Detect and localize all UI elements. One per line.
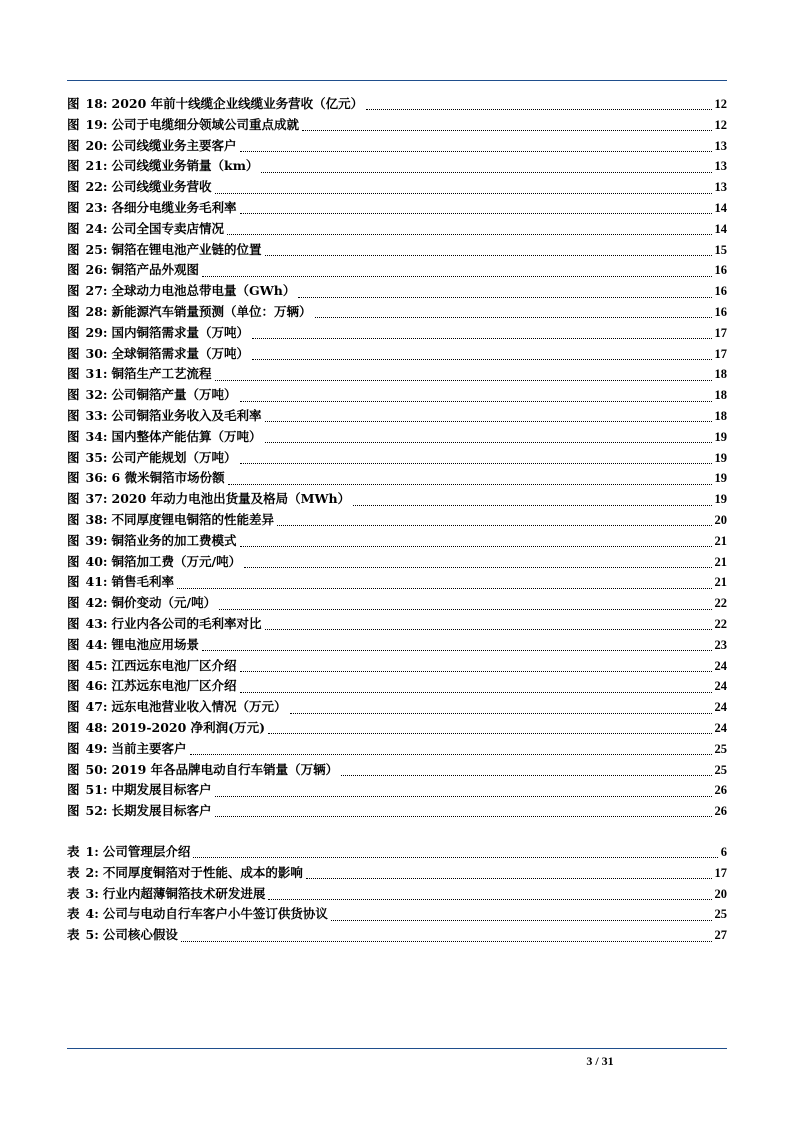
dot-leader	[341, 774, 711, 776]
entry-label: 图	[67, 761, 80, 777]
entry-page: 24	[714, 700, 727, 715]
entry-title: 公司全国专卖店情况	[111, 220, 225, 236]
entry-number: 3:	[85, 885, 99, 901]
entry-page: 13	[714, 180, 727, 195]
entry-title: 铜箔生产工艺流程	[111, 366, 212, 382]
entry-page: 19	[714, 450, 727, 465]
entry-title: 铜箔加工费（万元/吨）	[111, 553, 242, 569]
entry-label: 图	[67, 345, 80, 361]
entry-page: 24	[714, 720, 727, 735]
entry-label: 图	[67, 636, 80, 652]
figure-entry[interactable]	[67, 364, 727, 385]
figure-entry[interactable]	[67, 323, 727, 344]
entry-page: 24	[714, 658, 727, 673]
entry-label: 表	[67, 906, 80, 922]
entry-page: 17	[714, 325, 727, 340]
entry-page: 22	[714, 616, 727, 631]
dot-leader	[244, 566, 711, 568]
entry-number: 20:	[85, 137, 108, 153]
entry-label: 图	[67, 491, 80, 507]
figure-entry[interactable]	[67, 656, 727, 677]
table-entry[interactable]	[67, 863, 727, 884]
entry-label: 图	[67, 158, 80, 174]
entry-label: 图	[67, 366, 80, 382]
entry-label: 图	[67, 678, 80, 694]
entry-page: 16	[714, 263, 727, 278]
entry-page: 24	[714, 679, 727, 694]
entry-title: 公司管理层介绍	[102, 844, 191, 859]
figure-entry[interactable]	[67, 198, 727, 219]
entry-title: 新能源汽车销量预测（单位：万辆）	[111, 303, 312, 319]
entry-label: 图	[67, 511, 80, 527]
entry-title: 销售毛利率	[111, 574, 175, 590]
dot-leader	[177, 587, 711, 589]
figure-entry[interactable]	[67, 406, 727, 427]
table-entry[interactable]	[67, 904, 727, 925]
table-entry[interactable]	[67, 925, 727, 946]
entry-label: 图	[67, 657, 80, 673]
entry-page: 6	[720, 845, 727, 859]
entry-number: 40:	[85, 553, 108, 569]
figure-list	[67, 94, 727, 822]
entry-label: 图	[67, 615, 80, 631]
header-rule	[67, 80, 727, 81]
dot-leader	[265, 441, 712, 443]
dot-leader	[240, 212, 712, 214]
figure-entry[interactable]	[67, 281, 727, 302]
entry-label: 表	[67, 927, 80, 943]
entry-title: 国内整体产能估算（万吨）	[111, 428, 262, 444]
dot-leader	[181, 940, 712, 942]
figure-entry[interactable]	[67, 801, 727, 822]
figure-entry[interactable]	[67, 302, 727, 323]
dot-leader	[240, 400, 712, 402]
entry-label: 图	[67, 262, 80, 278]
entry-number: 37:	[85, 491, 108, 507]
entry-number: 2:	[85, 864, 99, 880]
figure-entry[interactable]	[67, 94, 727, 115]
dot-leader	[215, 815, 712, 817]
entry-number: 27:	[85, 283, 108, 299]
entry-label: 图	[67, 740, 80, 756]
entry-title: 中期发展目标客户	[111, 782, 212, 798]
entry-page: 13	[714, 159, 727, 174]
entry-label: 图	[67, 449, 80, 465]
dot-leader	[265, 254, 712, 256]
entry-number: 38:	[85, 511, 108, 527]
entry-number: 18:	[85, 96, 108, 111]
dot-leader	[261, 171, 711, 173]
entry-number: 52:	[85, 803, 108, 819]
entry-number: 47:	[85, 699, 108, 715]
entry-label: 表	[67, 885, 80, 901]
entry-number: 43:	[85, 615, 108, 631]
dot-leader	[277, 524, 711, 526]
entry-label: 图	[67, 574, 80, 590]
figure-entry[interactable]	[67, 260, 727, 281]
entry-title: 6 微米铜箔市场份额	[111, 470, 225, 486]
figure-entry[interactable]	[67, 510, 727, 531]
figure-entry[interactable]	[67, 240, 727, 261]
dot-leader	[315, 316, 712, 318]
entry-label: 图	[67, 595, 80, 611]
entry-page: 14	[714, 221, 727, 236]
entry-title: 2019 年各品牌电动自行车销量（万辆）	[111, 761, 339, 777]
entry-label: 图	[67, 803, 80, 819]
entry-label: 图	[67, 407, 80, 423]
entry-label: 图	[67, 324, 80, 340]
entry-number: 4:	[85, 906, 99, 922]
figure-entry[interactable]	[67, 676, 727, 697]
entry-number: 45:	[85, 657, 108, 673]
entry-page: 18	[714, 388, 727, 403]
figure-entry[interactable]	[67, 468, 727, 489]
entry-title: 公司于电缆细分领域公司重点成就	[111, 116, 300, 132]
entry-label: 图	[67, 553, 80, 569]
entry-title: 江西远东电池厂区介绍	[111, 657, 237, 673]
figure-entry[interactable]	[67, 697, 727, 718]
entry-page: 19	[714, 471, 727, 486]
entry-number: 32:	[85, 387, 108, 403]
dot-leader	[353, 504, 711, 506]
entry-number: 51:	[85, 782, 108, 798]
entry-title: 行业内超薄铜箔技术研发进展	[102, 885, 266, 901]
entry-number: 23:	[85, 199, 108, 215]
entry-number: 1:	[85, 844, 99, 859]
dot-leader	[202, 649, 711, 651]
dot-leader	[298, 296, 711, 298]
entry-title: 锂电池应用场景	[111, 636, 200, 652]
entry-title: 国内铜箔需求量（万吨）	[111, 324, 250, 340]
entry-label: 图	[67, 116, 80, 132]
figure-entry[interactable]	[67, 344, 727, 365]
dot-leader	[265, 628, 712, 630]
figure-entry[interactable]	[67, 489, 727, 510]
entry-title: 公司铜箔业务收入及毛利率	[111, 407, 262, 423]
figure-entry[interactable]	[67, 177, 727, 198]
entry-label: 图	[67, 220, 80, 236]
figure-entry[interactable]	[67, 572, 727, 593]
dot-leader	[240, 150, 712, 152]
entry-title: 公司线缆业务营收	[111, 179, 212, 195]
entry-title: 公司线缆业务销量（km）	[111, 158, 259, 174]
entry-title: 江苏远东电池厂区介绍	[111, 678, 237, 694]
entry-number: 21:	[85, 158, 108, 174]
dot-leader	[306, 877, 712, 879]
entry-page: 26	[714, 783, 727, 798]
entry-page: 16	[714, 284, 727, 299]
dot-leader	[268, 898, 711, 900]
entry-title: 公司产能规划（万吨）	[111, 449, 237, 465]
figure-entry[interactable]	[67, 614, 727, 635]
dot-leader	[193, 856, 717, 858]
entry-page: 12	[714, 117, 727, 132]
entry-number: 24:	[85, 220, 108, 236]
dot-leader	[240, 462, 712, 464]
entry-title: 2019-2020 净利润(万元)	[111, 719, 265, 735]
dot-leader	[228, 483, 712, 485]
dot-leader	[240, 691, 712, 693]
entry-title: 铜箔产品外观图	[111, 262, 200, 278]
figure-entry[interactable]	[67, 115, 727, 136]
figure-entry[interactable]	[67, 780, 727, 801]
entry-title: 行业内各公司的毛利率对比	[111, 615, 262, 631]
dot-leader	[302, 129, 711, 131]
entry-label: 图	[67, 428, 80, 444]
entry-number: 36:	[85, 470, 108, 486]
entry-title: 不同厚度铜箔对于性能、成本的影响	[102, 864, 303, 880]
dot-leader	[240, 670, 712, 672]
dot-leader	[331, 919, 712, 921]
entry-label: 图	[67, 699, 80, 715]
dot-leader	[252, 337, 711, 339]
figure-entry[interactable]	[67, 531, 727, 552]
dot-leader	[290, 712, 712, 714]
entry-page: 25	[714, 741, 727, 756]
entry-number: 26:	[85, 262, 108, 278]
dot-leader	[190, 753, 712, 755]
entry-label: 图	[67, 782, 80, 798]
entry-number: 39:	[85, 532, 108, 548]
entry-label: 图	[67, 96, 80, 111]
footer-rule	[67, 1048, 727, 1049]
dot-leader	[240, 545, 712, 547]
entry-title: 公司线缆业务主要客户	[111, 137, 237, 153]
entry-title: 铜箔在锂电池产业链的位置	[111, 241, 262, 257]
entry-number: 31:	[85, 366, 108, 382]
entry-page: 16	[714, 304, 727, 319]
entry-number: 46:	[85, 678, 108, 694]
entry-label: 图	[67, 719, 80, 735]
entry-label: 图	[67, 241, 80, 257]
entry-number: 33:	[85, 407, 108, 423]
figure-entry[interactable]	[67, 385, 727, 406]
entry-number: 42:	[85, 595, 108, 611]
figure-entry[interactable]	[67, 427, 727, 448]
entry-page: 25	[714, 907, 727, 922]
entry-number: 25:	[85, 241, 108, 257]
entry-title: 各细分电缆业务毛利率	[111, 199, 237, 215]
entry-page: 25	[714, 762, 727, 777]
entry-page: 18	[714, 408, 727, 423]
entry-page: 21	[714, 533, 727, 548]
entry-label: 表	[67, 864, 80, 880]
entry-number: 28:	[85, 303, 108, 319]
entry-page: 20	[714, 886, 727, 901]
entry-label: 图	[67, 532, 80, 548]
entry-title: 全球动力电池总带电量（GWh）	[111, 283, 296, 299]
entry-number: 44:	[85, 636, 108, 652]
entry-title: 铜箔业务的加工费模式	[111, 532, 237, 548]
figure-entry[interactable]	[67, 448, 727, 469]
entry-number: 22:	[85, 179, 108, 195]
figure-entry[interactable]	[67, 552, 727, 573]
table-entry[interactable]	[67, 884, 727, 905]
entry-title: 2020 年前十线缆企业线缆业务营收（亿元）	[111, 96, 364, 111]
entry-title: 不同厚度锂电铜箔的性能差异	[111, 511, 275, 527]
entry-label: 图	[67, 199, 80, 215]
entry-page: 19	[714, 492, 727, 507]
figure-entry[interactable]	[67, 718, 727, 739]
entry-title: 2020 年动力电池出货量及格局（MWh）	[111, 491, 351, 507]
figure-entry[interactable]	[67, 219, 727, 240]
entry-number: 5:	[85, 927, 99, 943]
dot-leader	[215, 795, 712, 797]
entry-page: 21	[714, 554, 727, 569]
dot-leader	[219, 608, 711, 610]
entry-page: 21	[714, 575, 727, 590]
entry-number: 19:	[85, 116, 108, 132]
figure-entry[interactable]	[67, 593, 727, 614]
entry-number: 48:	[85, 719, 108, 735]
figure-entry[interactable]	[67, 156, 727, 177]
entry-title: 铜价变动（元/吨）	[111, 595, 217, 611]
entry-page: 18	[714, 367, 727, 382]
entry-title: 远东电池营业收入情况（万元）	[111, 699, 287, 715]
entry-page: 17	[714, 346, 727, 361]
entry-page: 20	[714, 512, 727, 527]
figure-entry[interactable]	[67, 739, 727, 760]
entry-title: 长期发展目标客户	[111, 803, 212, 819]
dot-leader	[366, 108, 711, 110]
entry-label: 表	[67, 844, 80, 859]
dot-leader	[215, 192, 712, 194]
entry-page: 15	[714, 242, 727, 257]
table-list	[67, 842, 727, 946]
dot-leader	[268, 732, 712, 734]
entry-label: 图	[67, 179, 80, 195]
entry-number: 34:	[85, 428, 108, 444]
dot-leader	[202, 275, 711, 277]
entry-label: 图	[67, 387, 80, 403]
entry-number: 41:	[85, 574, 108, 590]
entry-label: 图	[67, 303, 80, 319]
entry-page: 27	[714, 928, 727, 943]
figure-entry[interactable]	[67, 760, 727, 781]
entry-label: 图	[67, 137, 80, 153]
table-entry[interactable]	[67, 842, 727, 863]
figure-entry[interactable]	[67, 635, 727, 656]
entry-page: 12	[714, 97, 727, 111]
entry-page: 23	[714, 637, 727, 652]
page-number: 3 / 31	[586, 1054, 614, 1068]
entry-page: 26	[714, 804, 727, 819]
entry-page: 17	[714, 865, 727, 880]
entry-title: 公司铜箔产量（万吨）	[111, 387, 237, 403]
entry-label: 图	[67, 470, 80, 486]
figure-entry[interactable]	[67, 136, 727, 157]
entry-number: 50:	[85, 761, 108, 777]
entry-number: 30:	[85, 345, 108, 361]
entry-number: 49:	[85, 740, 108, 756]
entry-number: 29:	[85, 324, 108, 340]
entry-title: 当前主要客户	[111, 740, 187, 756]
entry-page: 19	[714, 429, 727, 444]
entry-page: 14	[714, 200, 727, 215]
dot-leader	[252, 358, 711, 360]
dot-leader	[215, 379, 712, 381]
dot-leader	[227, 233, 711, 235]
entry-page: 22	[714, 596, 727, 611]
entry-number: 35:	[85, 449, 108, 465]
entry-title: 公司核心假设	[102, 927, 178, 943]
entry-page: 13	[714, 138, 727, 153]
entry-label: 图	[67, 283, 80, 299]
dot-leader	[265, 420, 712, 422]
entry-title: 全球铜箔需求量（万吨）	[111, 345, 250, 361]
entry-title: 公司与电动自行车客户小牛签订供货协议	[102, 906, 328, 922]
